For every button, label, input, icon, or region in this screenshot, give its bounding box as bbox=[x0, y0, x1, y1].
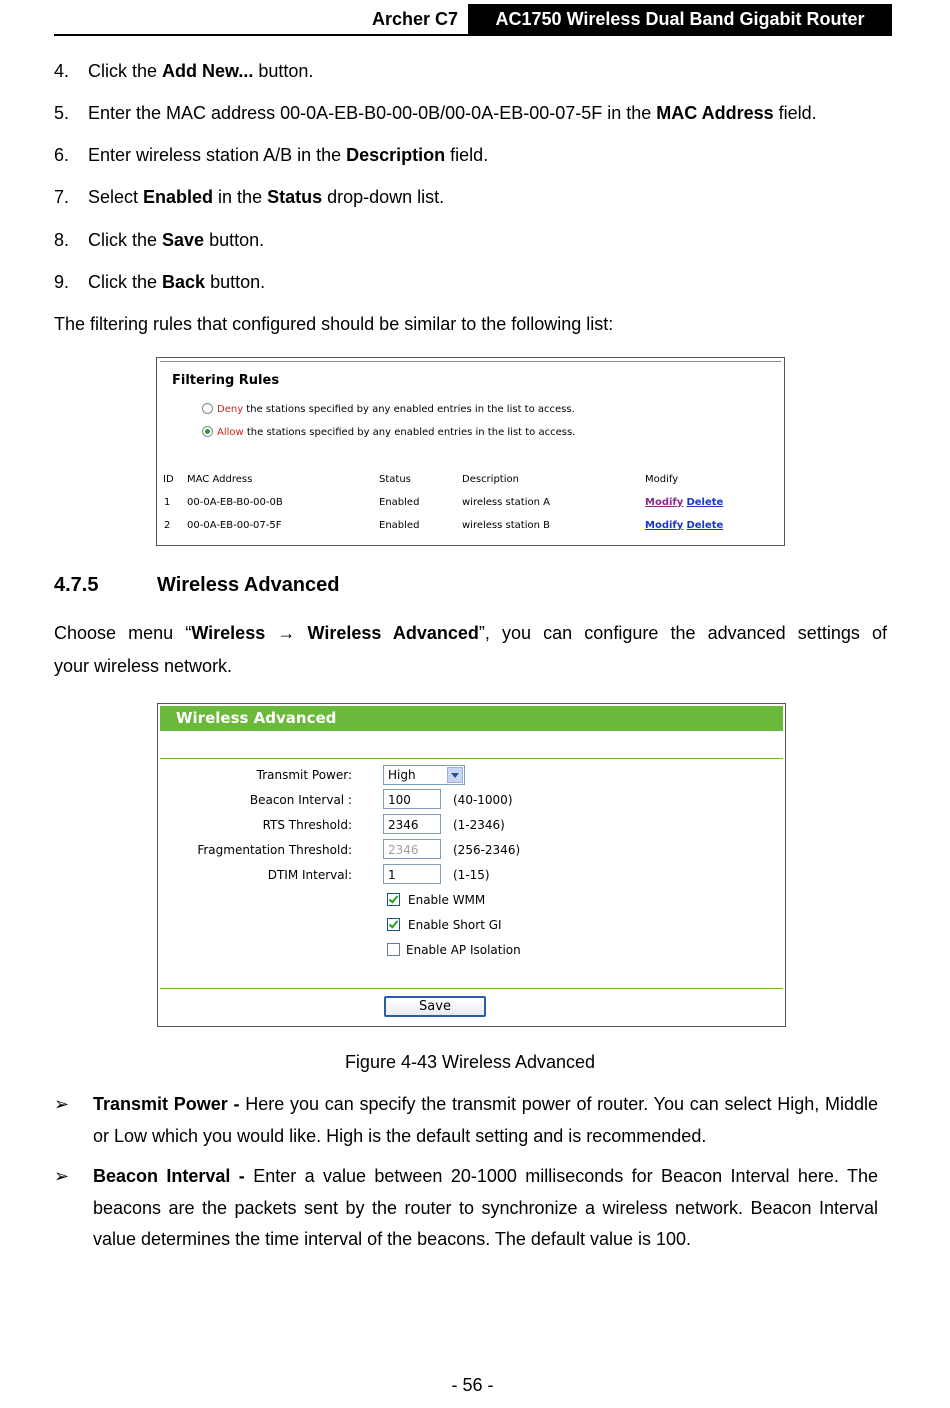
chevron-down-icon[interactable] bbox=[447, 767, 463, 783]
page-number: - 56 - bbox=[451, 1375, 494, 1395]
step-9: 9. Click the Back button. bbox=[54, 272, 266, 292]
arrow-bullet-icon: ➢ bbox=[54, 1166, 70, 1186]
step-7: 7. Select Enabled in the Status drop-down list. bbox=[54, 187, 445, 207]
checkbox-icon[interactable] bbox=[387, 943, 400, 956]
fragmentation-threshold-label: Fragmentation Threshold: bbox=[197, 843, 352, 857]
wireless-advanced-panel bbox=[157, 703, 786, 1027]
col-id: ID bbox=[163, 474, 174, 485]
delete-link[interactable]: Delete bbox=[686, 520, 724, 531]
section-intro-line-2: your wireless network. bbox=[54, 656, 233, 676]
beacon-interval-input[interactable]: 100 bbox=[383, 789, 441, 809]
section-intro-line-1: Choose menu “Wireless → Wireless Advanced”, you can configure the advanced settings of bbox=[54, 623, 887, 643]
fragmentation-threshold-hint: (256-2346) bbox=[453, 843, 521, 857]
rules-intro: The filtering rules that configured should be similar to the following list: bbox=[54, 314, 614, 334]
radio-icon[interactable] bbox=[202, 403, 213, 414]
row-1-mac: 00-0A-EB-B0-00-0B bbox=[187, 497, 283, 508]
row-2-mac: 00-0A-EB-00-07-5F bbox=[187, 520, 282, 531]
running-header bbox=[54, 4, 892, 36]
modify-link[interactable]: Modify bbox=[645, 497, 684, 508]
transmit-power-label: Transmit Power: bbox=[256, 768, 352, 782]
section-number: 4.7.5 bbox=[54, 574, 99, 596]
figure-caption: Figure 4-43 Wireless Advanced bbox=[344, 1052, 596, 1072]
row-1-description: wireless station A bbox=[462, 497, 550, 508]
radio-selected-icon[interactable] bbox=[202, 426, 213, 437]
rts-threshold-hint: (1-2346) bbox=[453, 818, 505, 832]
header-model: Archer C7 bbox=[371, 9, 458, 29]
fragmentation-threshold-input: 2346 bbox=[383, 839, 441, 859]
row-1-id: 1 bbox=[164, 497, 171, 508]
row-1-status: Enabled bbox=[379, 497, 420, 508]
col-status: Status bbox=[379, 474, 411, 485]
col-mac: MAC Address bbox=[187, 474, 253, 485]
section-title: Wireless Advanced bbox=[157, 574, 340, 596]
filtering-rules-panel bbox=[156, 357, 785, 546]
beacon-interval-label: Beacon Interval : bbox=[249, 793, 352, 807]
enable-ap-isolation-checkbox[interactable]: Enable AP Isolation bbox=[387, 943, 521, 957]
enable-wmm-checkbox[interactable]: Enable WMM bbox=[387, 893, 485, 907]
divider bbox=[160, 361, 781, 362]
step-6: 6. Enter wireless station A/B in the Description field. bbox=[54, 145, 489, 165]
checkbox-checked-icon[interactable] bbox=[387, 893, 400, 906]
section-heading bbox=[54, 574, 340, 597]
arrow-icon: → bbox=[277, 623, 296, 643]
dtim-interval-label: DTIM Interval: bbox=[267, 868, 352, 882]
row-2-description: wireless station B bbox=[462, 520, 550, 531]
step-8: 8. Click the Save button. bbox=[54, 230, 265, 250]
enable-short-gi-checkbox[interactable]: Enable Short GI bbox=[387, 918, 502, 932]
save-button[interactable]: Save bbox=[384, 996, 486, 1017]
deny-option[interactable]: Deny the stations specified by any enabled entries in the list to access. bbox=[202, 403, 575, 415]
rts-threshold-input[interactable]: 2346 bbox=[383, 814, 441, 834]
step-5: 5. Enter the MAC address 00-0A-EB-B0-00-0B/00-0A-EB-00-07-5F in the MAC Address field. bbox=[54, 103, 817, 123]
arrow-bullet-icon: ➢ bbox=[54, 1094, 70, 1114]
divider bbox=[160, 758, 783, 759]
row-1-actions bbox=[645, 497, 723, 508]
divider bbox=[160, 988, 783, 989]
transmit-power-select[interactable]: High bbox=[383, 765, 465, 785]
step-4: 4. Click the Add New... button. bbox=[54, 61, 314, 81]
panel-title-bar: Wireless Advanced bbox=[160, 706, 783, 731]
dtim-interval-hint: (1-15) bbox=[453, 868, 490, 882]
col-description: Description bbox=[462, 474, 519, 485]
row-2-actions bbox=[645, 520, 723, 531]
delete-link[interactable]: Delete bbox=[686, 497, 724, 508]
beacon-interval-hint: (40-1000) bbox=[453, 793, 513, 807]
checkbox-checked-icon[interactable] bbox=[387, 918, 400, 931]
allow-option[interactable]: Allow the stations specified by any enabled entries in the list to access. bbox=[202, 426, 575, 438]
header-product: AC1750 Wireless Dual Band Gigabit Router bbox=[468, 4, 892, 34]
modify-link[interactable]: Modify bbox=[645, 520, 684, 531]
rts-threshold-label: RTS Threshold: bbox=[262, 818, 352, 832]
row-2-id: 2 bbox=[164, 520, 171, 531]
filtering-title: Filtering Rules bbox=[172, 373, 280, 388]
dtim-interval-input[interactable]: 1 bbox=[383, 864, 441, 884]
col-modify: Modify bbox=[645, 474, 679, 485]
row-2-status: Enabled bbox=[379, 520, 420, 531]
